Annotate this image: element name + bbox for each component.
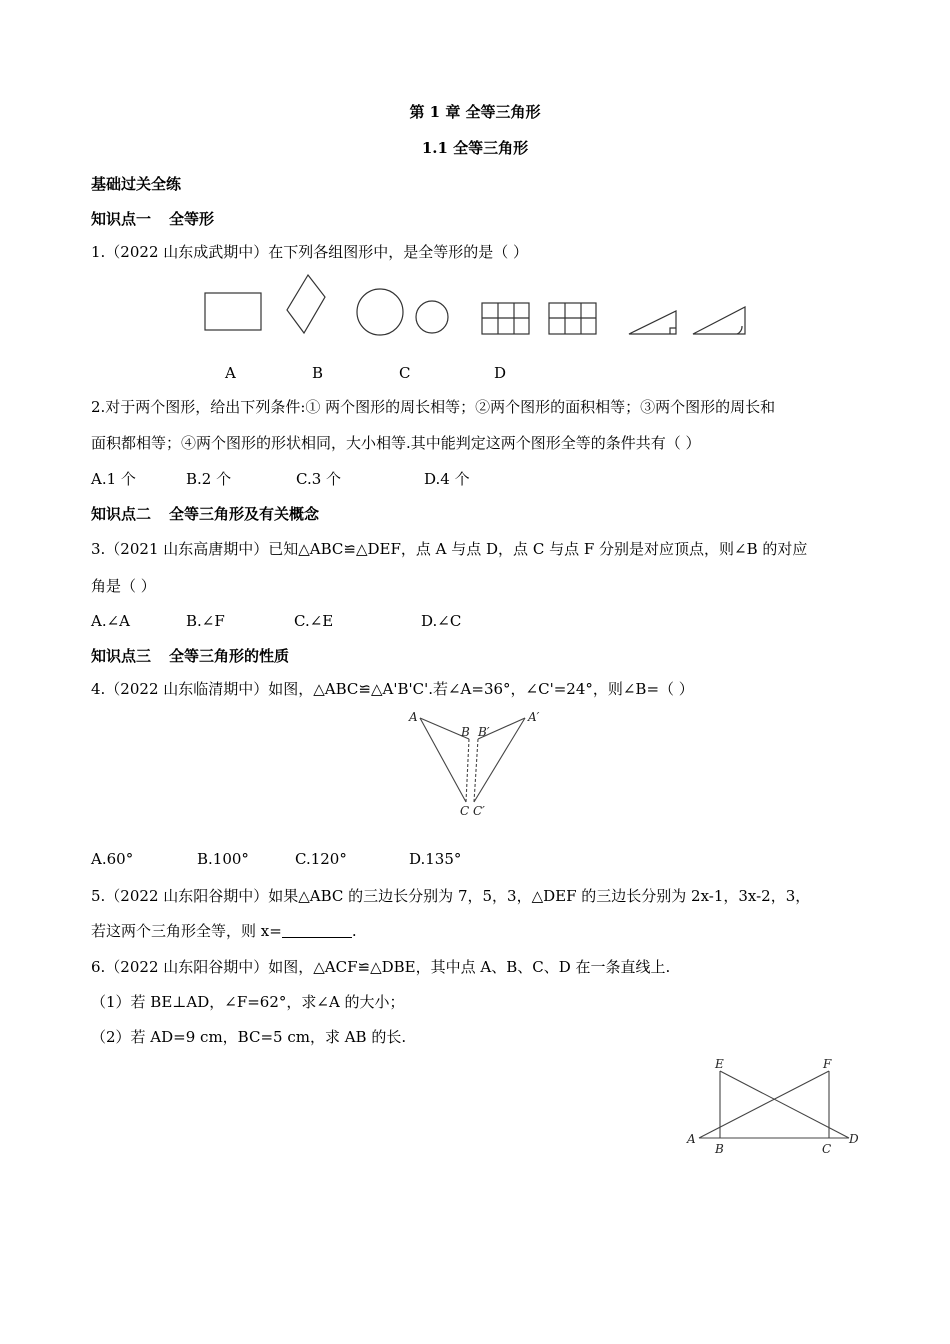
q2-option-a: A.1 个 [91,470,136,488]
q4-label-a: A [409,710,418,724]
section-title: 1.1 全等三角形 [421,139,529,157]
q1-label-d: D [494,364,507,382]
kp3-title: 全等三角形的性质 [169,647,290,665]
q1-stem: 1.（2022 山东成武期中）在下列各组图形中，是全等形的是（ ） [91,243,529,261]
q4-option-b: B.100° [197,850,249,868]
q1-label-c: C [399,364,411,382]
q6-label-b: B [715,1142,724,1156]
kp1-heading: 知识点一 [91,210,152,228]
q3-line2: 角是（ ） [91,577,156,595]
q4-option-a: A.60° [91,850,134,868]
q4-label-b-prime: B′ [478,725,490,739]
q1-label-a: A [225,364,236,382]
q2-option-c: C.3 个 [296,470,342,488]
q3-line1: 3.（2021 山东高唐期中）已知△ABC≌△DEF，点 A 与点 D，点 C 与点 F 分别是对应顶点，则∠B 的对应 [91,540,808,558]
q3-option-c: C.∠E [294,612,334,630]
q1-label-b: B [312,364,324,382]
q6-label-e: E [715,1057,724,1071]
q2-line2: 面积都相等；④两个图形的形状相同，大小相等.其中能判定这两个图形全等的条件共有（ ） [91,434,701,452]
q4-label-b: B [461,725,470,739]
q4-label-a-prime: A′ [528,710,540,724]
q6-part1: （1）若 BE⊥AD，∠F=62°，求∠A 的大小； [91,993,405,1011]
q2-option-d: D.4 个 [424,470,470,488]
q6-part2: （2）若 AD=9 cm，BC=5 cm，求 AB 的长. [91,1028,407,1046]
q4-option-d: D.135° [409,850,462,868]
q4-label-c: C [460,804,470,818]
kp2-title: 全等三角形及有关概念 [169,505,320,523]
segment-ef [720,1071,849,1138]
q3-option-b: B.∠F [186,612,225,630]
q4-label-c-prime: C′ [473,804,485,818]
q2-option-b: B.2 个 [186,470,232,488]
q6-label-f: F [823,1057,832,1071]
q2-line1: 2.对于两个图形，给出下列条件:① 两个图形的周长相等；②两个图形的面积相等；③两个图形的周长和 [91,398,776,416]
kp3-heading: 知识点三 [91,647,152,665]
q6-stem: 6.（2022 山东阳谷期中）如图，△ACF≌△DBE，其中点 A、B、C、D 在一条直线上. [91,958,671,976]
q6-label-c: C [822,1142,832,1156]
kp2-heading: 知识点二 [91,505,152,523]
q6-label-d: D [849,1132,859,1146]
part-heading: 基础过关全练 [91,175,182,193]
q5-line2-text: 若这两个三角形全等，则 x= [91,922,282,940]
q5-line1: 5.（2022 山东阳谷期中）如果△ABC 的三边长分别为 7，5，3，△DEF 的三边长分别为 2x-1，3x-2，3， [91,887,811,905]
q4-option-c: C.120° [295,850,347,868]
kp1-title: 全等形 [169,210,215,228]
q5-line2-end: . [351,922,357,940]
q4-stem: 4.（2022 山东临清期中）如图，△ABC≌△A'B'C'.若∠A=36°，∠C'=24°，则∠B=（ ） [91,680,694,698]
segment-af [699,1071,829,1138]
q3-option-a: A.∠A [91,612,131,630]
q6-label-a: A [687,1132,696,1146]
q3-option-d: D.∠C [421,612,462,630]
chapter-title: 第 1 章 全等三角形 [409,103,541,121]
